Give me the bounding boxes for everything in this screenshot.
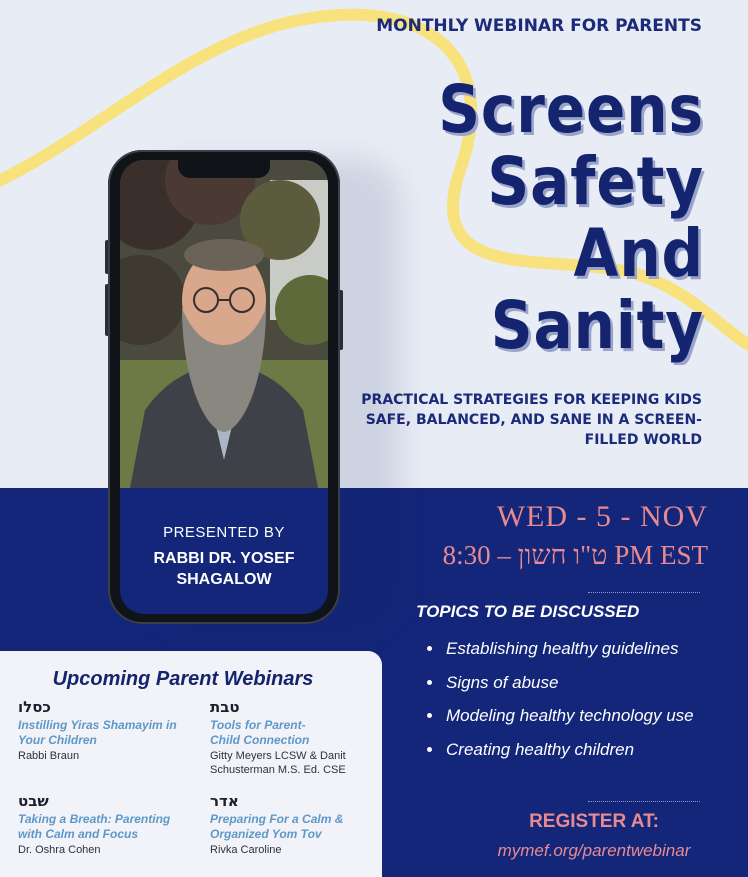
webinar-title: Taking a Breath: Parenting with Calm and Focus [18,812,171,841]
webinar-entry [210,698,380,777]
webinar-month: כסלו [18,698,51,716]
topic-item: • Establishing healthy guidelines [444,632,748,666]
webinar-month: אדר [210,792,239,810]
webinar-title: Tools for Parent-Child Connection [210,718,310,747]
topic-item: • Signs of abuse [444,666,748,700]
webinar-title: Preparing For a Calm & Organized Yom Tov [210,812,344,841]
webinar-month: שבט [18,792,49,810]
webinar-month: טבת [210,698,240,716]
title-line-2: Safety [487,143,704,220]
divider-top [588,592,700,593]
webinar-speaker: Gitty Meyers LCSW & Danit Schusterman M.S. Ed. CSE [210,750,346,776]
webinar-entry [18,792,198,857]
topics-list [420,632,748,766]
presented-by-label: PRESENTED BY [163,524,285,541]
main-title [405,71,704,364]
upcoming-webinars-title: Upcoming Parent Webinars [52,668,314,690]
webinar-speaker: Rivka Caroline [210,844,282,856]
subtitle: PRACTICAL STRATEGIES FOR KEEPING KIDS SAFE, BALANCED, AND SANE IN A SCREEN-FILLED WORLD [361,392,702,448]
event-date: WED - 5 - NOV [496,500,708,533]
event-time: ט"ו חשון – 8:30 PM EST [442,540,708,570]
webinar-kicker: MONTHLY WEBINAR FOR PARENTS [376,16,702,36]
webinar-entry [18,698,198,763]
phone-notch [178,160,270,178]
topic-item: • Modeling healthy technology use [444,699,748,733]
webinar-title: Instilling Yiras Shamayim in Your Children [18,718,177,747]
title-line-3: And [573,215,704,292]
register-link[interactable]: mymef.org/parentwebinar [497,841,691,860]
webinar-speaker: Rabbi Braun [18,750,80,762]
divider-bottom [588,801,700,802]
phone-screen [120,160,328,614]
title-line-4: Sanity [490,287,704,364]
topic-item: • Creating healthy children [444,733,748,767]
presenter-photo [120,160,328,488]
webinar-speaker: Dr. Oshra Cohen [18,844,101,856]
presenter-name: RABBI DR. YOSEF SHAGALOW [153,550,295,588]
topics-heading: TOPICS TO BE DISCUSSED [416,602,640,621]
register-heading: REGISTER AT: [529,811,659,832]
webinar-entry [210,792,380,857]
title-line-1: Screens [438,71,704,148]
